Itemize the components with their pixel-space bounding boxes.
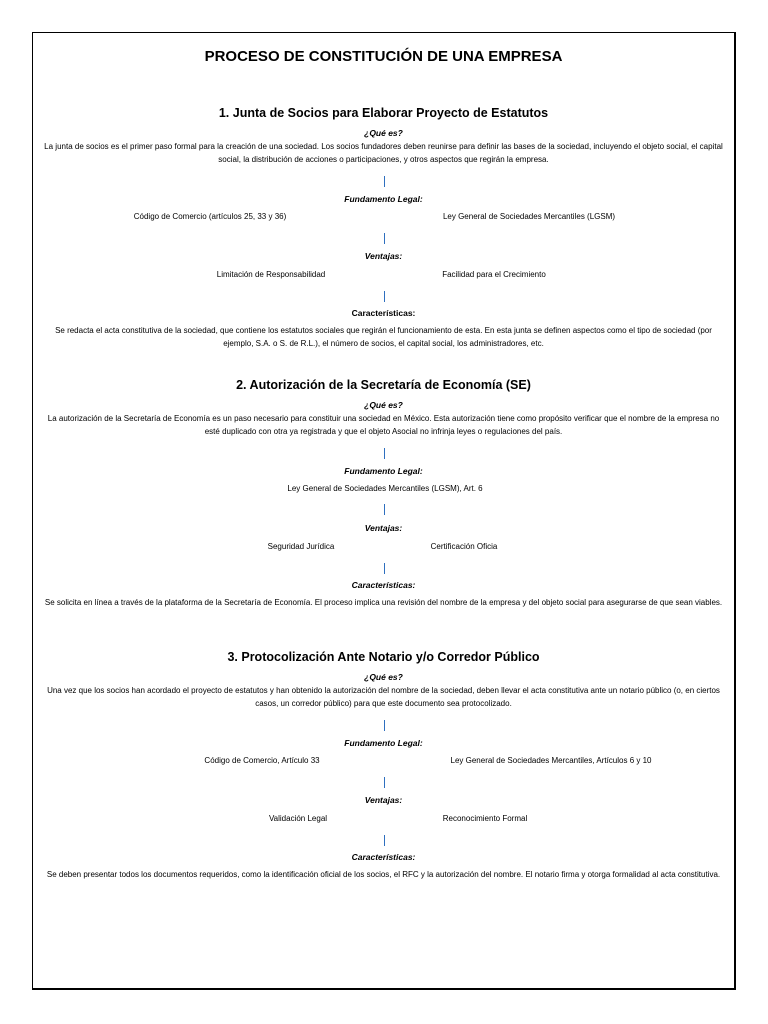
section-title: 2. Autorización de la Secretaría de Economía (SE) bbox=[236, 378, 531, 392]
ventajas-label: Ventajas: bbox=[364, 251, 403, 261]
ventajas-label: Ventajas: bbox=[364, 795, 403, 805]
section-title: 3. Protocolización Ante Notario y/o Corredor Público bbox=[227, 650, 540, 664]
fundamento-label: Fundamento Legal: bbox=[344, 194, 423, 204]
connector-line bbox=[384, 720, 385, 731]
connector-line bbox=[384, 233, 385, 244]
ventaja-item: Seguridad Jurídica bbox=[267, 542, 335, 551]
page-title: PROCESO DE CONSTITUCIÓN DE UNA EMPRESA bbox=[204, 48, 563, 65]
que-es-label: ¿Qué es? bbox=[364, 672, 403, 682]
section-title: 1. Junta de Socios para Elaborar Proyecto de Estatutos bbox=[218, 106, 549, 120]
caracteristicas-text: Se solicita en línea a través de la plataforma de la Secretaría de Economía. El proceso implica una revisión del nombre de la empresa y del objeto social para asegurarse de que sean viables. bbox=[44, 598, 723, 607]
fundamento-label: Fundamento Legal: bbox=[344, 466, 423, 476]
ventaja-item: Limitación de Responsabilidad bbox=[216, 270, 326, 279]
connector-line bbox=[384, 176, 385, 187]
que-es-text: La junta de socios es el primer paso formal para la creación de una sociedad. Los socios fundadores deben reunirse para definir las bases de la sociedad, incluyendo el objeto social, el capital social, la distribución de acciones o participaciones, y otros aspectos que regirán la empresa. bbox=[44, 142, 723, 164]
ventaja-item: Validación Legal bbox=[268, 814, 328, 823]
connector-line bbox=[384, 504, 385, 515]
que-es-label: ¿Qué es? bbox=[364, 128, 403, 138]
section-protocolizacion bbox=[33, 650, 734, 900]
caracteristicas-text: Se deben presentar todos los documentos requeridos, como la identificación oficial de los socios, el RFC y la autorización del nombre. El notario firma y otorga formalidad al acta constitutiva. bbox=[46, 870, 721, 879]
que-es-label: ¿Qué es? bbox=[364, 400, 403, 410]
fundamento-label: Fundamento Legal: bbox=[344, 738, 423, 748]
ventaja-item: Certificación Oficia bbox=[430, 542, 498, 551]
ventaja-item: Facilidad para el Crecimiento bbox=[442, 270, 546, 279]
caracteristicas-label: Características: bbox=[351, 308, 416, 318]
document-page bbox=[32, 32, 736, 990]
connector-line bbox=[384, 777, 385, 788]
fundamento-item: Ley General de Sociedades Mercantiles (LGSM) bbox=[442, 212, 616, 221]
ventaja-item: Reconocimiento Formal bbox=[442, 814, 528, 823]
caracteristicas-text: Se redacta el acta constitutiva de la sociedad, que contiene los estatutos sociales que regirán el funcionamiento de esta. En esta junta se definen aspectos como el tipo de sociedad (por ejemplo, S.A. o S. de R.L.), el número de socios, el capital social, los administradores, etc. bbox=[55, 326, 712, 348]
que-es-text: Una vez que los socios han acordado el proyecto de estatutos y han obtenido la autorización del nombre de la sociedad, deben llevar el acta constitutiva ante un notario público (o, en ciertos casos, un corredor público) para que este documento sea protocolizado. bbox=[47, 686, 720, 708]
fundamento-item: Ley General de Sociedades Mercantiles, Artículos 6 y 10 bbox=[450, 756, 652, 765]
connector-line bbox=[384, 563, 385, 574]
connector-line bbox=[384, 835, 385, 846]
caracteristicas-label: Características: bbox=[351, 580, 416, 590]
caracteristicas-label: Características: bbox=[351, 852, 416, 862]
que-es-text: La autorización de la Secretaría de Economía es un paso necesario para constituir una sociedad en México. Esta autorización tiene como propósito verificar que el nombre de la empresa no esté duplicado con otra ya registrada y que el objeto Asocial no infrinja leyes o regulaciones del país. bbox=[47, 414, 720, 436]
connector-line bbox=[384, 291, 385, 302]
ventajas-label: Ventajas: bbox=[364, 523, 403, 533]
section-autorizacion-se bbox=[33, 378, 734, 628]
fundamento-item: Código de Comercio (artículos 25, 33 y 36) bbox=[133, 212, 287, 221]
connector-line bbox=[384, 448, 385, 459]
fundamento-item: Código de Comercio, Artículo 33 bbox=[204, 756, 320, 765]
fundamento-item: Ley General de Sociedades Mercantiles (LGSM), Art. 6 bbox=[287, 484, 483, 493]
section-junta-socios bbox=[33, 106, 734, 356]
